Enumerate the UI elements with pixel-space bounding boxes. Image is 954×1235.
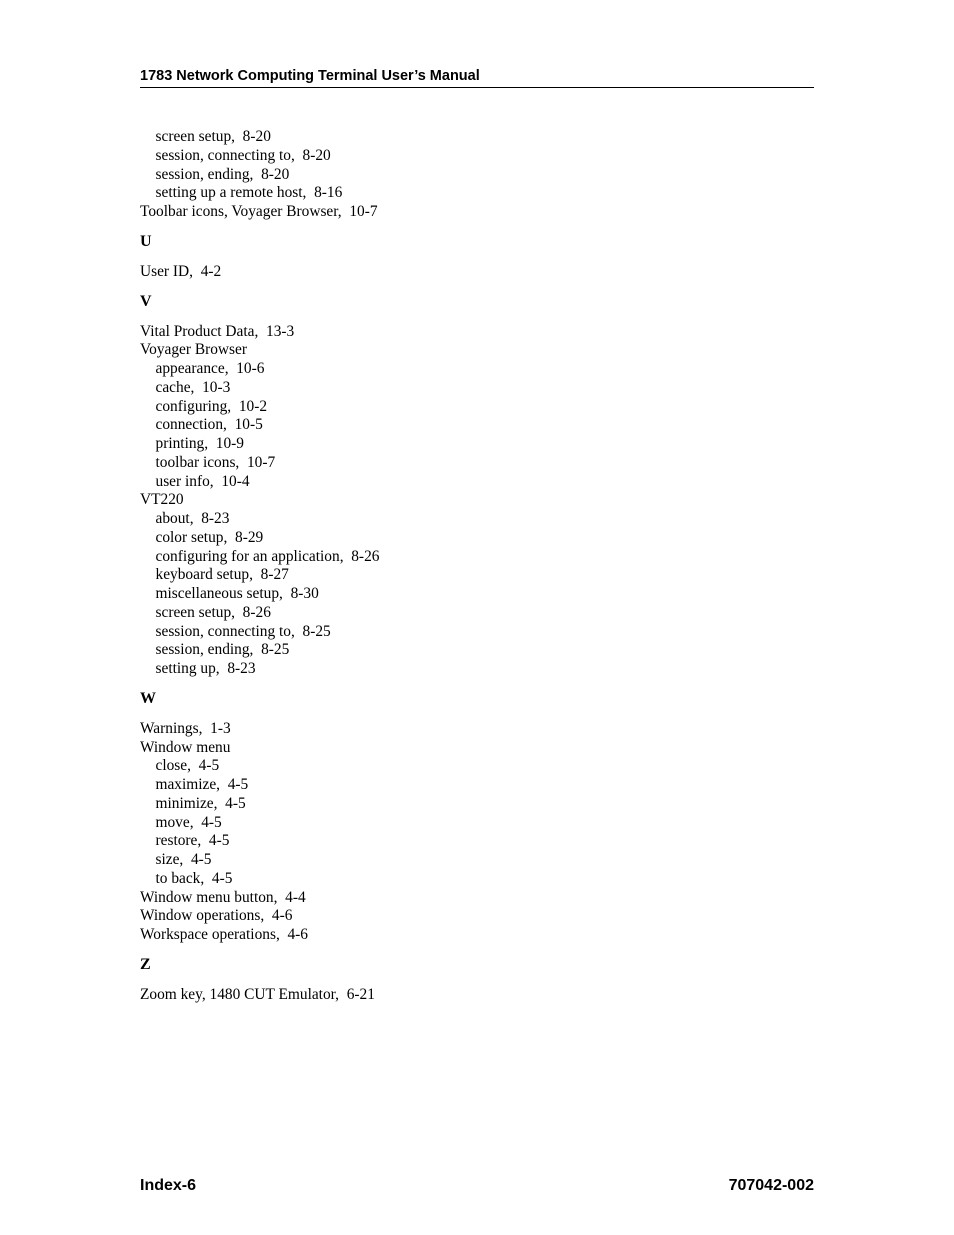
index-subentry: session, connecting to, 8-25 <box>155 622 331 640</box>
page-number: Index-6 <box>140 1177 197 1194</box>
index-subentry: minimize, 4-5 <box>155 794 246 812</box>
index-listing <box>140 128 814 1005</box>
index-subentry: size, 4-5 <box>155 851 212 868</box>
index-subentry: close, 4-5 <box>155 757 220 775</box>
index-entry: Warnings, 1-3 <box>140 719 231 737</box>
index-subentry: setting up a remote host, 8-16 <box>155 184 343 202</box>
manual-title: 1783 Network Computing Terminal User’s Manual <box>140 68 480 84</box>
index-entry: User ID, 4-2 <box>140 262 222 280</box>
index-subentry: screen setup, 8-20 <box>155 128 271 145</box>
section-letter-v: V <box>140 292 152 310</box>
section-letter-w: W <box>140 689 156 707</box>
section-letter-u: U <box>140 232 152 250</box>
index-subentry: to back, 4-5 <box>155 869 233 887</box>
index-subentry: session, ending, 8-25 <box>155 641 290 659</box>
index-subentry: configuring, 10-2 <box>155 397 268 415</box>
index-entry: Toolbar icons, Voyager Browser, 10-7 <box>140 203 378 220</box>
index-entry: Workspace operations, 4-6 <box>140 926 309 943</box>
index-entry: Window menu <box>140 738 231 756</box>
index-subentry: move, 4-5 <box>155 813 222 831</box>
index-subentry: printing, 10-9 <box>155 435 244 452</box>
index-subentry: restore, 4-5 <box>155 832 230 850</box>
index-entry: VT220 <box>140 491 184 509</box>
index-subentry: screen setup, 8-26 <box>155 603 271 621</box>
index-entry: Zoom key, 1480 CUT Emulator, 6-21 <box>140 985 375 1003</box>
index-subentry: maximize, 4-5 <box>155 776 249 793</box>
index-subentry: session, ending, 8-20 <box>155 165 290 183</box>
index-entry: Window operations, 4-6 <box>140 907 293 925</box>
index-subentry: miscellaneous setup, 8-30 <box>155 585 319 602</box>
index-subentry: cache, 10-3 <box>155 378 231 396</box>
index-subentry: setting up, 8-23 <box>155 660 256 677</box>
index-subentry: session, connecting to, 8-20 <box>155 146 331 164</box>
index-subentry: color setup, 8-29 <box>155 528 264 546</box>
document-number: 707042-002 <box>728 1177 814 1194</box>
index-subentry: keyboard setup, 8-27 <box>155 566 289 584</box>
index-subentry: about, 8-23 <box>155 510 230 527</box>
index-subentry: user info, 10-4 <box>155 472 250 490</box>
index-entry: Voyager Browser <box>140 341 247 359</box>
index-subentry: connection, 10-5 <box>155 416 263 434</box>
index-subentry: configuring for an application, 8-26 <box>155 547 380 565</box>
index-entry: Vital Product Data, 13-3 <box>140 322 295 340</box>
index-subentry: appearance, 10-6 <box>155 360 265 377</box>
running-header <box>140 66 814 88</box>
section-letter-z: Z <box>140 955 151 973</box>
index-entry: Window menu button, 4-4 <box>140 888 306 906</box>
index-subentry: toolbar icons, 10-7 <box>155 453 276 471</box>
